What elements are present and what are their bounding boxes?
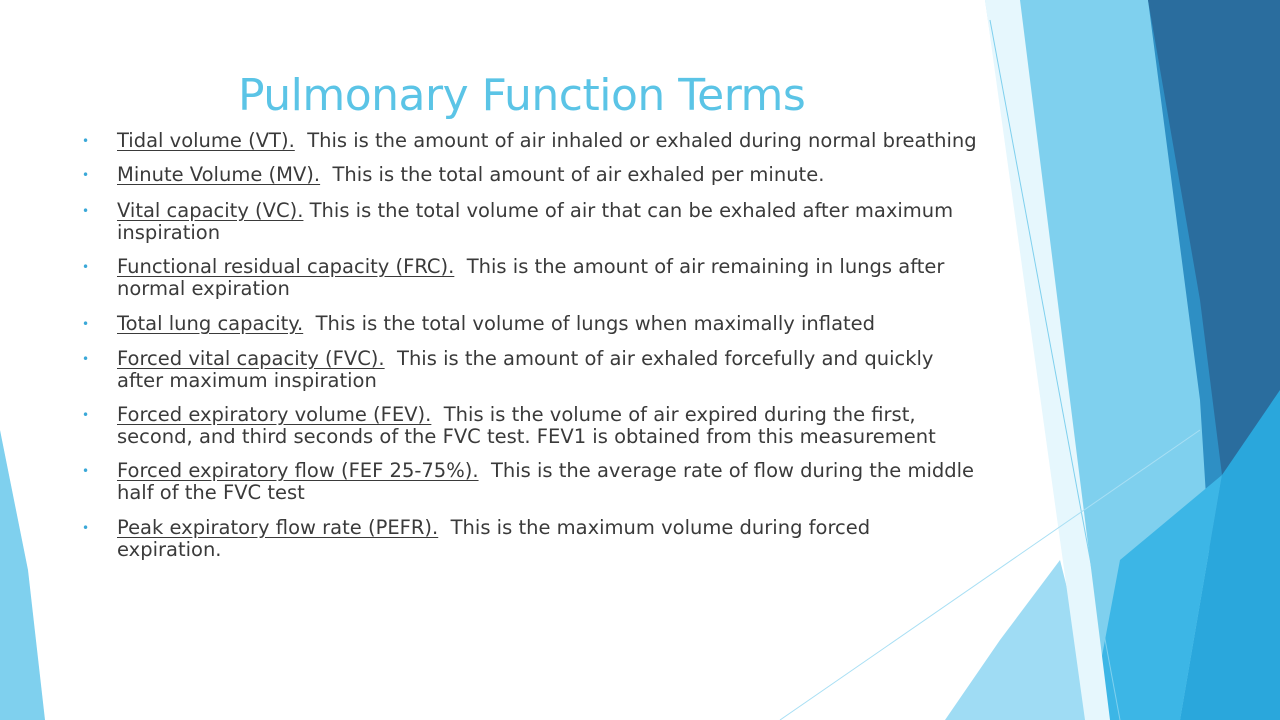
term-description: This is the total volume of air that can be exhaled after maximum inspiration	[117, 199, 954, 244]
bullet-icon: •	[82, 408, 90, 422]
term-label: Minute Volume (MV).	[117, 163, 321, 186]
list-item	[80, 130, 980, 152]
term-label: Forced expiratory volume (FEV).	[117, 403, 432, 426]
term-description: This is the amount of air inhaled or exhaled during normal breathing	[307, 129, 977, 152]
term-label: Vital capacity (VC).	[117, 199, 304, 222]
list-item	[80, 404, 980, 448]
list-item	[80, 256, 980, 300]
bullet-icon: •	[82, 521, 90, 535]
left-accent-shape	[0, 430, 45, 720]
term-label: Functional residual capacity (FRC).	[117, 255, 455, 278]
bullet-icon: •	[82, 204, 90, 218]
list-item	[80, 200, 980, 244]
list-item	[80, 164, 980, 186]
list-item	[80, 517, 980, 561]
term-label: Tidal volume (VT).	[117, 129, 295, 152]
term-description: This is the volume of air expired during the first, second, and third seconds of the FVC test. FEV1 is obtained from this measurement	[117, 403, 936, 448]
bullet-icon: •	[82, 260, 90, 274]
term-description: This is the amount of air remaining in lungs after normal expiration	[117, 255, 945, 300]
bullet-icon: •	[82, 352, 90, 366]
term-label: Forced vital capacity (FVC).	[117, 347, 385, 370]
term-description: This is the amount of air exhaled forcefully and quickly after maximum inspiration	[117, 347, 934, 392]
term-description: This is the total volume of lungs when maximally inflated	[315, 312, 876, 335]
slide-title: Pulmonary Function Terms	[238, 70, 806, 121]
bullet-icon: •	[82, 464, 90, 478]
term-description: This is the average rate of flow during the middle half of the FVC test	[117, 459, 975, 504]
bullet-icon: •	[82, 317, 90, 331]
bullet-icon: •	[82, 168, 90, 182]
list-item	[80, 348, 980, 392]
term-description: This is the maximum volume during forced expiration.	[117, 516, 871, 561]
term-label: Forced expiratory flow (FEF 25-75%).	[117, 459, 479, 482]
bullet-icon: •	[82, 134, 90, 148]
term-label: Peak expiratory flow rate (PEFR).	[117, 516, 439, 539]
list-item	[80, 313, 980, 335]
term-description: This is the total amount of air exhaled per minute.	[332, 163, 825, 186]
term-label: Total lung capacity.	[117, 312, 304, 335]
term-list	[80, 130, 980, 561]
list-item	[80, 460, 980, 504]
